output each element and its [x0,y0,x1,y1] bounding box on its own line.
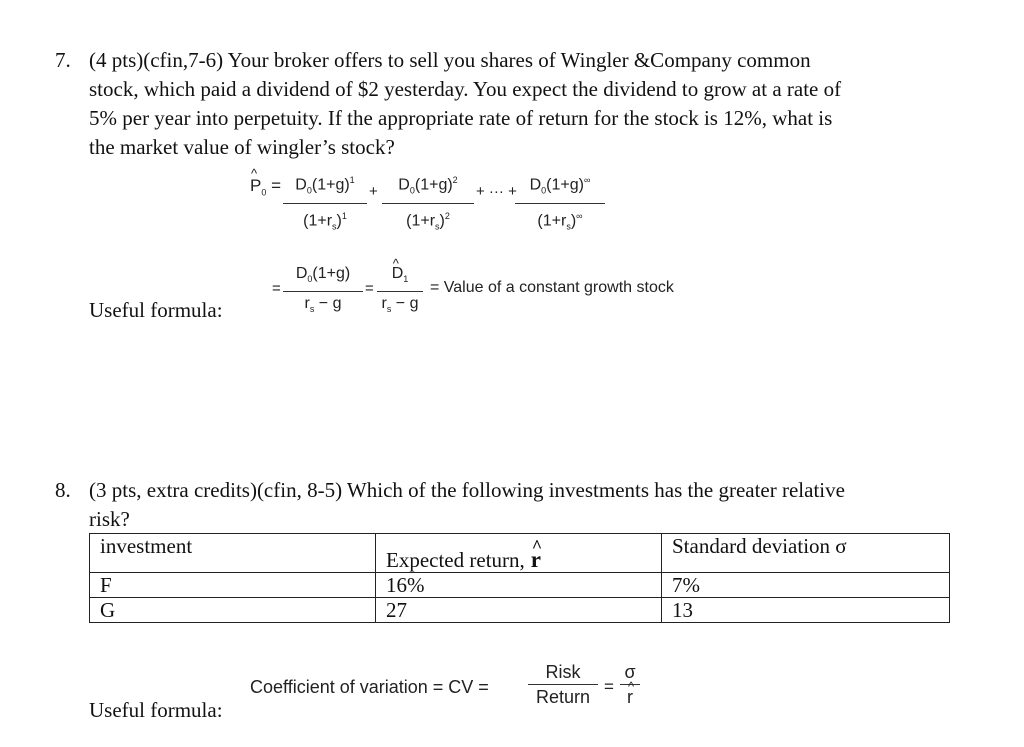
question-line: stock, which paid a dividend of $2 yesterday. You expect the dividend to grow at a rate of [89,77,842,101]
table-cell: 13 [662,598,950,623]
question-line: the market value of wingler’s stock? [89,135,395,159]
table-cell: G [90,598,376,623]
question-number: 7. [55,48,71,72]
table-cell: 16% [376,573,662,598]
question-line: risk? [89,507,130,531]
question-7 [55,46,955,176]
formula-note: = Value of a constant growth stock [430,279,674,296]
question-line: (3 pts, extra credits)(cfin, 8-5) Which of the following investments has the greater relative [89,478,845,502]
table-header-cell: Expected return,^ r [376,534,662,573]
fraction-d0: $\frac{D_0(1+g)}{r_s - g}$ [283,264,363,319]
equals-sign: = [365,280,374,297]
table-row [90,598,950,623]
plus-sign: + [369,183,378,200]
table-cell: F [90,573,376,598]
equals-sign: = [272,280,281,297]
table-cell: 27 [376,598,662,623]
useful-formula-label: Useful formula: [89,698,223,722]
fraction-term-2: $\frac{D_0(1+g)^2}{(1+r_s)^2}$ [382,170,474,236]
table-cell: 7% [662,573,950,598]
fraction-term-1: $\frac{D_0(1+g)^1}{(1+r_s)^1}$ [283,170,367,236]
table-header-cell: investment [90,534,376,573]
fraction-risk-return: Risk Return [528,662,598,707]
investment-table [89,533,950,623]
question-text [89,46,841,162]
table-header-row [90,534,950,573]
table-row [90,573,950,598]
cv-label: Coefficient of variation = CV = [250,677,489,697]
question-8 [55,476,955,536]
useful-formula-label: Useful formula: [89,298,223,322]
fraction-d1: ^ $\frac{D_1}{r_s - g}$ [377,264,423,319]
question-line: (4 pts)(cfin,7-6) Your broker offers to sell you shares of Wingler &Company common [89,48,811,72]
ellipsis-sum: + ··· + [476,183,517,200]
question-text [89,476,845,534]
equals-sign: = [604,677,614,696]
price-symbol: ^ $P_0$ = [250,176,281,197]
fraction-term-infinity: $\frac{D_0(1+g)^\infty}{(1+r_s)^\infty}$ [515,170,605,236]
question-number: 8. [55,478,71,502]
r-hat-symbol: ^ r [531,548,541,572]
table-header-cell: Standard deviation σ [662,534,950,573]
question-line: 5% per year into perpetuity. If the appropriate rate of return for the stock is 12%, what is [89,106,833,130]
fraction-sigma-r: σ ^ r [620,662,640,707]
